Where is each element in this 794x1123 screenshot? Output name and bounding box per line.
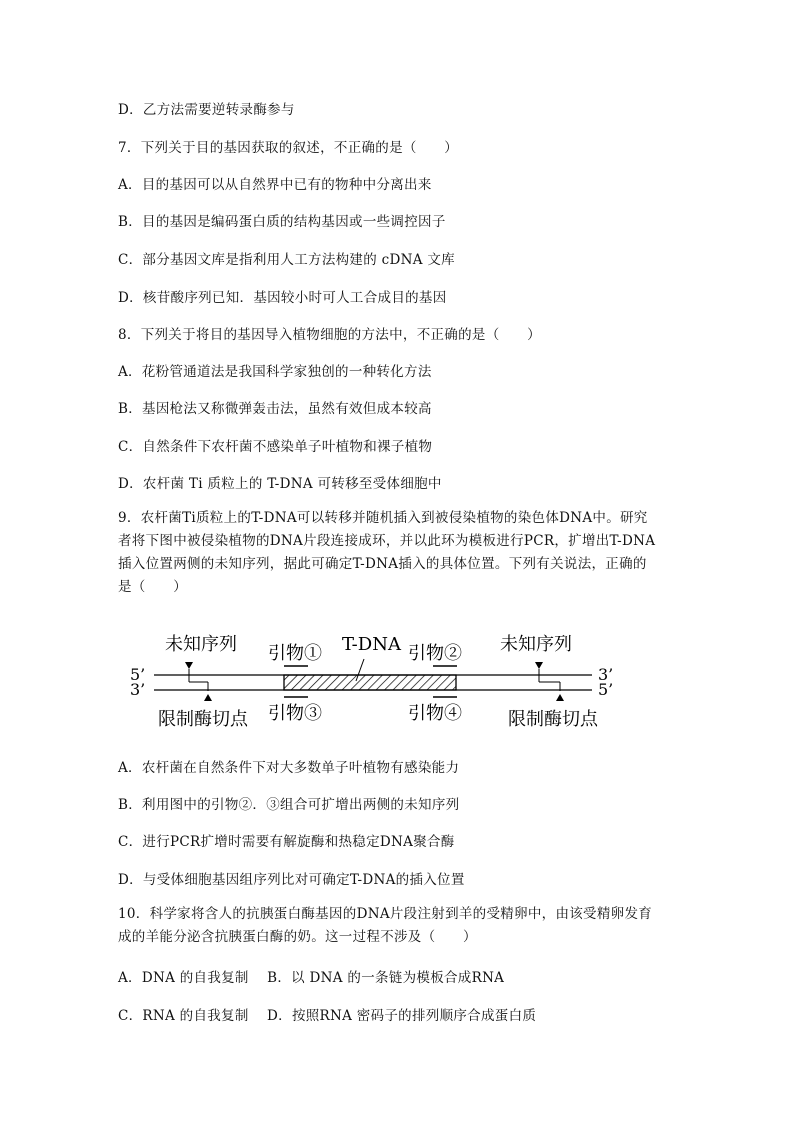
- q7-stem: 7．下列关于目的基因获取的叙述，不正确的是（ ）: [118, 140, 459, 156]
- q8-option-b: B．基因枪法又称微弹轰击法，虽然有效但成本较高: [118, 401, 432, 417]
- q10-stem: [118, 903, 688, 949]
- cut-left-label: 限制酶切点: [158, 709, 248, 730]
- q7-option-c: C．部分基因文库是指利用人工方法构建的 cDNA 文库: [118, 252, 455, 268]
- q10-options-cd: C．RNA 的自我复制 D．按照RNA 密码子的排列顺序合成蛋白质: [118, 1008, 537, 1024]
- q9-stem-line-2: 者将下图中被侵染植物的DNA片段连接成环，并以此环为模板进行PCR，扩增出T-DNA: [118, 533, 656, 549]
- primer-2-label: 引物②: [408, 643, 462, 664]
- q10-stem-line-2: 成的羊能分泌含抗胰蛋白酶的奶。这一过程不涉及（ ）: [118, 929, 477, 945]
- q7-option-a: A．目的基因可以从自然界中已有的物种中分离出来: [118, 177, 432, 193]
- q9-option-d: D．与受体细胞基因组序列比对可确定T-DNA的插入位置: [118, 872, 465, 888]
- q8-option-d: D．农杆菌 Ti 质粒上的 T-DNA 可转移至受体细胞中: [118, 476, 442, 492]
- q9-option-b: B．利用图中的引物②．③组合可扩增出两侧的未知序列: [118, 797, 460, 813]
- q7-option-b: B．目的基因是编码蛋白质的结构基因或一些调控因子: [118, 214, 446, 230]
- q9-stem-line-1: 9．农杆菌Ti质粒上的T-DNA可以转移并随机插入到被侵染植物的染色体DNA中。研究: [118, 510, 648, 526]
- q9-stem-line-4: 是（ ）: [118, 579, 187, 595]
- q6-option-d: D．乙方法需要逆转录酶参与: [118, 102, 295, 118]
- q9-option-a: A．农杆菌在自然条件下对大多数单子叶植物有感染能力: [118, 760, 460, 776]
- q8-option-c: C．自然条件下农杆菌不感染单子叶植物和裸子植物: [118, 439, 433, 455]
- unknown-left-marker: [185, 662, 208, 691]
- end-3-left: 3’: [130, 680, 146, 699]
- q8-option-a: A．花粉管通道法是我国科学家独创的一种转化方法: [118, 364, 432, 380]
- cut-right-marker: [556, 694, 564, 701]
- q8-stem: 8．下列关于将目的基因导入植物细胞的方法中，不正确的是（ ）: [118, 327, 541, 343]
- end-5-left: 5’: [130, 665, 146, 684]
- tdna-segment: [284, 675, 456, 690]
- unknown-left-label: 未知序列: [165, 634, 237, 655]
- q7-option-d: D．核苷酸序列已知．基因较小时可人工合成目的基因: [118, 290, 447, 306]
- tdna-label: T-DNA: [342, 634, 401, 655]
- cut-right-label: 限制酶切点: [508, 709, 598, 730]
- unknown-right-marker: [535, 662, 560, 691]
- tdna-insertion-diagram: [118, 625, 638, 735]
- primer-3-label: 引物③: [268, 703, 322, 724]
- primer-1-label: 引物①: [268, 643, 322, 664]
- end-3-right: 3’: [598, 665, 614, 684]
- q9-stem: [118, 507, 688, 599]
- q9-option-c: C．进行PCR扩增时需要有解旋酶和热稳定DNA聚合酶: [118, 834, 455, 850]
- q9-stem-line-3: 插入位置两侧的未知序列，据此可确定T-DNA插入的具体位置。下列有关说法，正确的: [118, 556, 647, 572]
- end-5-right: 5’: [598, 680, 614, 699]
- q10-options-ab: A．DNA 的自我复制 B．以 DNA 的一条链为模板合成RNA: [118, 970, 505, 986]
- primer-4-label: 引物④: [408, 703, 462, 724]
- q10-stem-line-1: 10．科学家将含人的抗胰蛋白酶基因的DNA片段注射到羊的受精卵中，由该受精卵发育: [118, 906, 653, 922]
- unknown-right-label: 未知序列: [500, 634, 572, 655]
- cut-left-marker: [204, 694, 212, 701]
